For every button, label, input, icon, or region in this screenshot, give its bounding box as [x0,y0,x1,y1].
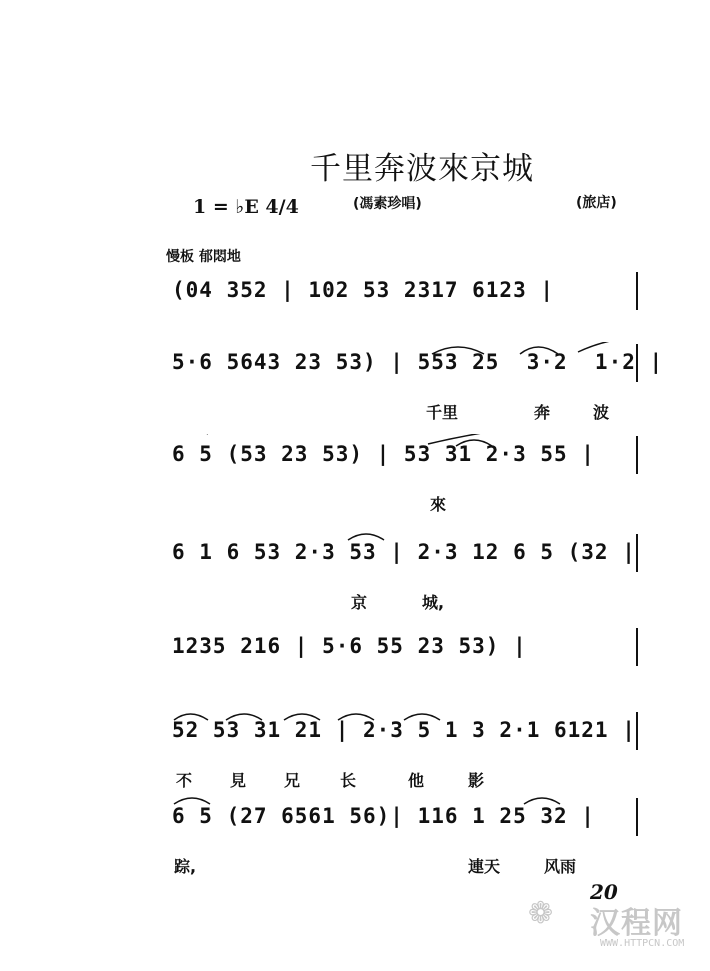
lyric: 长 [340,771,357,790]
score-line-6 [168,718,643,790]
lyric: 奔 [534,403,551,422]
lyric: 风雨 [544,857,577,876]
notation: (04 352 | 102 53 2317 6123 | [172,278,555,302]
lyric: 見 [230,771,247,790]
lyric: 波 [593,403,610,422]
key-signature: 1 = ♭E 4/4 [193,196,299,218]
lyric: 城, [422,593,445,612]
score-line-1 [168,278,643,338]
notation: 52 53 31 21 | 2·3 5 1 3 2·1 6121 | [172,718,636,742]
scene-label: (旅店) [576,195,617,211]
watermark [528,896,693,954]
lyric: 連天 [468,857,501,876]
lyric: 不 [176,771,193,790]
score-line-5 [168,634,643,694]
lyric: 兄 [284,771,301,790]
score-line-2 [168,350,664,422]
lyric: 千里 [426,403,459,422]
watermark-brand: 汉程网 [590,906,683,941]
lyric: 來 [430,495,447,514]
lyric: 他 [408,771,425,790]
notation: 5·6 5643 23 53) | 553 25 3·2 1·2 | [172,350,664,374]
lyric: 京 [351,593,368,612]
lyric: 踪, [174,857,197,876]
score-line-7 [168,804,643,876]
flower-logo-icon: ❁ [528,896,554,931]
song-title: 千里奔波來京城 [310,151,534,187]
notation: 6 1 6 53 2·3 53 | 2·3 12 6 5 (32 | [172,540,636,564]
notation: 1235 216 | 5·6 55 23 53) | [172,634,527,658]
singer-credit: (馮素珍唱) [353,196,422,212]
notation: 6 5 (27 6561 56)| 116 1 25 32 | [172,804,595,828]
lyric: 影 [468,771,485,790]
watermark-url: WWW.HTTPCN.COM [600,938,685,949]
notation: 6 5 (53 23 53) | 53 31 2·3 55 | [172,442,595,466]
score-line-4 [168,540,643,612]
tempo-marking: 慢板 郁悶地 [166,249,241,265]
page-number: 20 [590,880,618,904]
score-line-3 [168,442,643,514]
